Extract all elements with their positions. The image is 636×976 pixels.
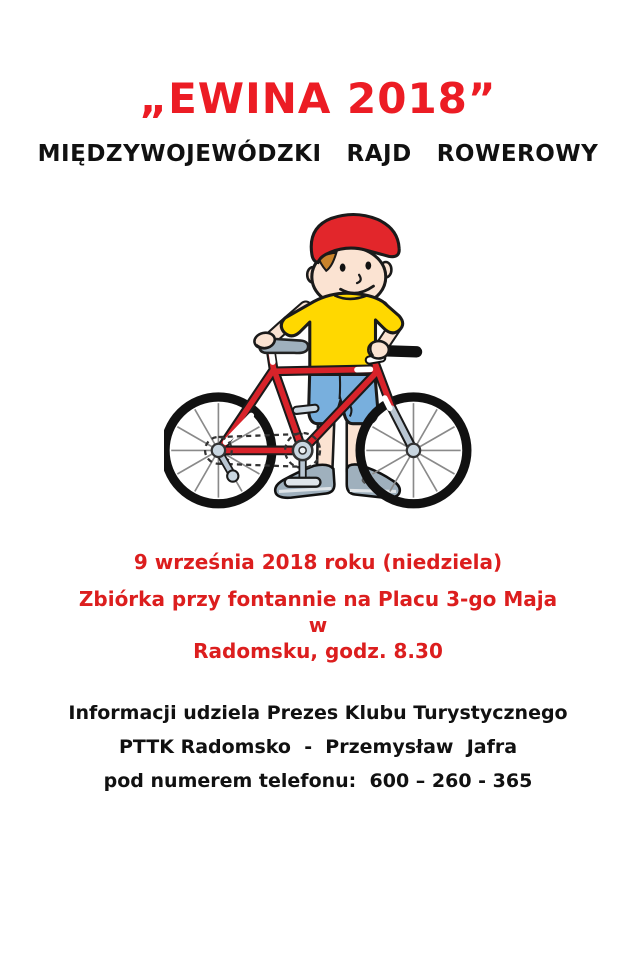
illustration-container [0, 207, 636, 510]
contact-info-line1: Informacji udziela Prezes Klubu Turystycznego [68, 702, 568, 725]
poster-subtitle: MIĘDZYWOJEWÓDZKI RAJD ROWEROWY [37, 141, 599, 168]
contact-info-line2: PTTK Radomsko - Przemysław Jafra [118, 736, 518, 759]
poster-title: „EWINA 2018” [139, 74, 497, 123]
meeting-info [78, 586, 558, 664]
frame-pump [296, 409, 314, 411]
rear-hub [212, 444, 225, 457]
boy-with-bicycle-illustration [164, 207, 472, 510]
meeting-info-line2: Radomsku, godz. 8.30 [193, 639, 443, 664]
meeting-info-line1: Zbiórka przy fontannie na Placu 3-go Maja w [78, 587, 558, 638]
event-date-line: 9 września 2018 roku (niedziela) [133, 550, 503, 575]
front-hub [407, 444, 420, 457]
contact-info-line3: pod numerem telefonu: 600 – 260 - 365 [103, 770, 533, 793]
contact-info [0, 702, 636, 792]
